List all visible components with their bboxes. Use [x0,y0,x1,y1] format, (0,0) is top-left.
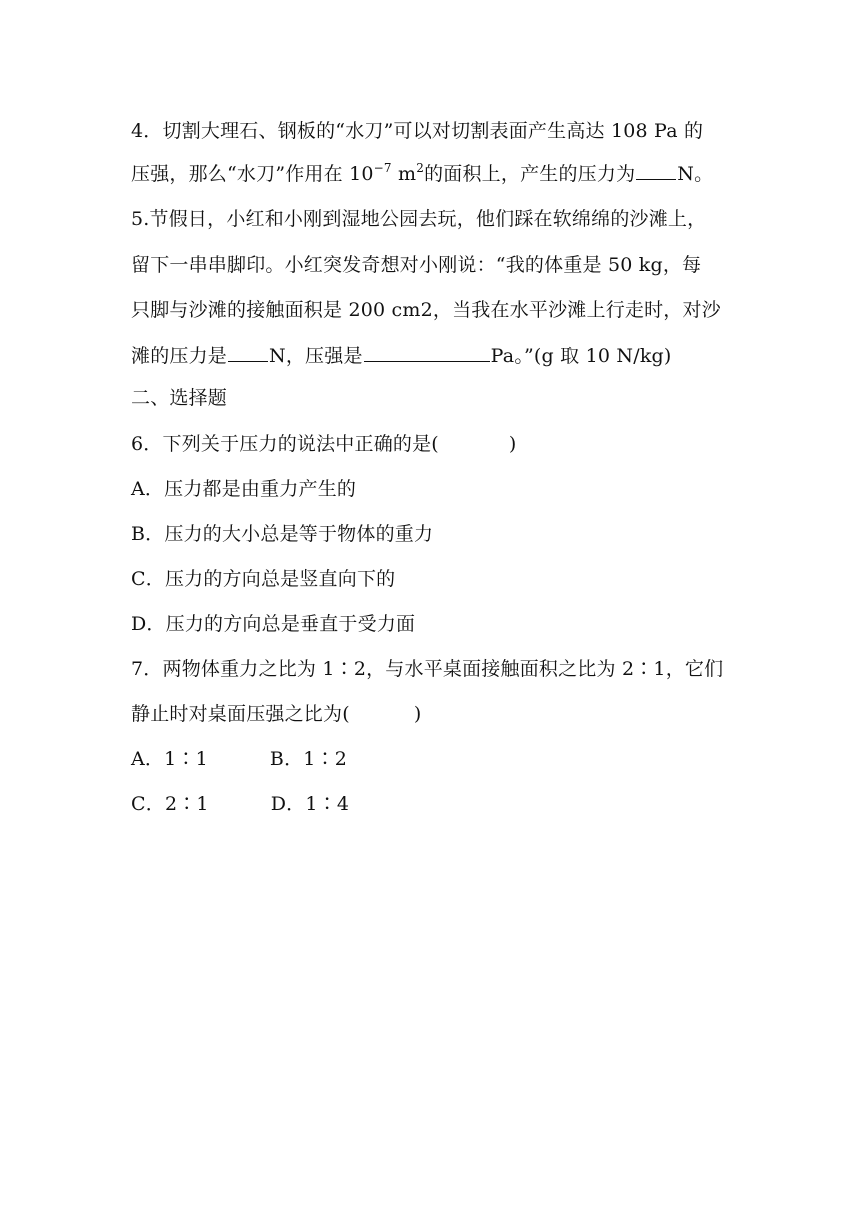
q5-text-4a: 滩的压力是 [131,345,228,367]
q5-text-2: 留下一串串脚印。小红突发奇想对小刚说：“我的体重是 50 kg，每 [131,254,702,276]
q4-text-2d: N。 [677,163,714,185]
q6-option-c[interactable] [131,567,395,591]
q4-text-1: 4．切割大理石、钢板的“水刀”可以对切割表面产生高达 108 Pa 的 [131,120,704,142]
q4-text-2a: 压强，那么“水刀”作用在 10 [131,163,374,185]
q5-line-1 [131,207,706,231]
q5-text-4c: Pa。”(g 取 10 N/kg) [490,345,672,367]
q7-option-c[interactable]: C．2∶1 [131,793,209,815]
q7-text-2a: 静止时对桌面压强之比为( [131,703,350,725]
q4-line-2 [131,161,713,186]
q7-option-b[interactable]: B．1∶2 [269,748,348,770]
q7-text-1: 7．两物体重力之比为 1∶2，与水平桌面接触面积之比为 2∶1，它们 [131,658,724,680]
q6-option-b-text: B．压力的大小总是等于物体的重力 [131,523,434,545]
q7-line-2 [131,702,421,726]
q6-option-b[interactable] [131,522,433,546]
q7-options-row-2 [131,792,349,816]
q4-exponent: −7 [373,161,392,175]
q6-option-c-text: C．压力的方向总是竖直向下的 [131,568,396,590]
q4-unit: m [391,163,417,185]
q6-stem-close: ) [508,433,517,455]
q6-option-a[interactable] [131,477,356,501]
q7-option-a[interactable]: A．1∶1 [131,748,208,770]
section-2-title: 二、选择题 [131,387,228,409]
q4-text-2c: 的面积上，产生的压力为 [424,163,636,185]
q7-line-1 [131,657,723,681]
q5-text-1: 5.节假日，小红和小刚到湿地公园去玩，他们踩在软绵绵的沙滩上， [131,208,707,230]
q5-force-blank[interactable] [228,343,268,362]
q7-text-2b: ) [413,703,422,725]
q5-line-4 [131,343,672,368]
q5-text-3: 只脚与沙滩的接触面积是 200 cm2，当我在水平沙滩上行走时，对沙 [131,299,721,321]
q6-stem-text: 6．下列关于压力的说法中正确的是( [131,433,439,455]
q5-text-4b: N，压强是 [269,345,363,367]
q7-options-row-1 [131,747,347,771]
section-title [131,386,227,410]
q6-stem [131,432,517,456]
q4-line-1 [131,119,703,143]
q5-pressure-blank[interactable] [364,343,490,362]
q5-line-2 [131,253,701,277]
q6-option-d[interactable] [131,612,415,636]
q7-option-d[interactable]: D．1∶4 [270,793,350,815]
q5-line-3 [131,298,721,322]
q6-option-a-text: A．压力都是由重力产生的 [131,478,357,500]
q6-option-d-text: D．压力的方向总是垂直于受力面 [131,613,416,635]
q4-answer-blank[interactable] [636,161,676,180]
q4-unit-exponent: 2 [416,161,425,175]
